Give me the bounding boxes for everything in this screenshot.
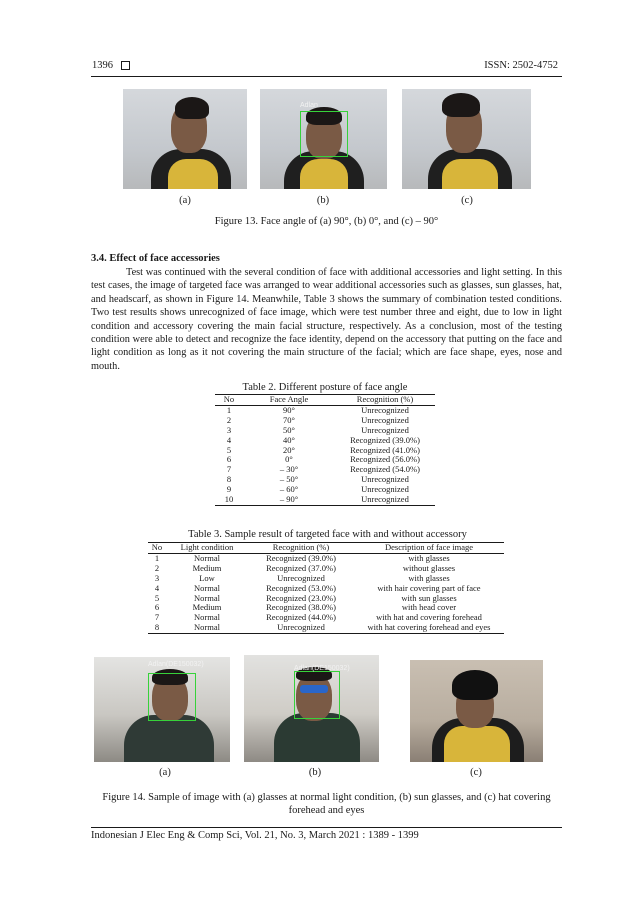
figure14-photo-a [94, 657, 230, 762]
table2 [215, 394, 435, 506]
table2-cell: 40° [283, 434, 295, 445]
table3-cell: Normal [166, 623, 248, 633]
figure14-caption-line2: forehead and eyes [288, 805, 365, 816]
table2-cell: Recognized (41.0%) [350, 444, 420, 455]
table2-header-cell: Face Angle [243, 395, 335, 406]
issn-label: ISSN: 2502-4752 [484, 60, 558, 71]
figure13-caption: Figure 13. Face angle of (a) 90°, (b) 0°, and (c) – 90° [214, 216, 439, 227]
table2-header-cell: Recognition (%) [335, 395, 435, 406]
table3-cell: Medium [192, 562, 222, 573]
table2-cell: Recognized (39.0%) [350, 434, 420, 445]
table2-cell: 8 [226, 474, 232, 485]
table3-cell: 4 [154, 582, 160, 593]
table2-cell: – 30° [279, 464, 299, 475]
table3-cell: Unrecognized [248, 623, 354, 633]
table2-cell: Unrecognized [361, 424, 409, 435]
table3-cell: with sun glasses [401, 592, 457, 603]
table2-cell: Unrecognized [361, 414, 409, 425]
table3-header-row [148, 543, 504, 554]
figure13-label-c: (c) [461, 195, 473, 206]
table2-header-row [215, 395, 435, 406]
table3-cell: 5 [154, 592, 160, 603]
table2-cell: Unrecognized [361, 474, 409, 485]
figure14-label-c: (c) [470, 767, 482, 778]
table3-cell: Low [199, 572, 215, 583]
table3-header-cell: Light condition [166, 543, 248, 554]
figure13-photo-a [123, 89, 247, 189]
table2-cell: 5 [226, 444, 232, 455]
table3-cell: Recognized (53.0%) [266, 582, 336, 593]
table2-cell: Unrecognized [335, 495, 435, 505]
figure14-caption-line1: Figure 14. Sample of image with (a) glasses at normal light condition, (b) sun glasses, and (c) hat covering [102, 792, 551, 803]
table3-cell: with hat and covering forehead [376, 612, 482, 623]
face-detection-box [294, 671, 340, 719]
table3-cell: 3 [154, 572, 160, 583]
table3-cell: 1 [154, 552, 160, 563]
table2-cell: 2 [226, 414, 232, 425]
table3-cell: Recognized (44.0%) [266, 612, 336, 623]
figure14-photo-b [244, 655, 379, 762]
table-row [215, 495, 435, 505]
table2-cell: 20° [283, 444, 295, 455]
table2-cell: Recognized (56.0%) [350, 454, 420, 465]
face-detection-box [148, 673, 196, 721]
square-bullet-icon [121, 61, 130, 70]
table3-cell: 2 [154, 562, 160, 573]
table3-header-cell: Recognition (%) [248, 543, 354, 554]
figure13-photo-b [260, 89, 387, 189]
table3-header-cell: Description of face image [354, 543, 504, 554]
table2-cell: 9 [226, 484, 232, 495]
figure13-photo-c [402, 89, 531, 189]
table3-cell: Unrecognized [277, 572, 325, 583]
table2-cell: 0° [285, 454, 293, 465]
table3-cell: with glasses [408, 552, 450, 563]
table2-cell: Recognized (54.0%) [350, 464, 420, 475]
table2-cell: – 50° [279, 474, 299, 485]
section-paragraph: Test was continued with the several condition of face with additional accessories and light setting. In this test cases, the image of targeted face was arranged to wear additional accessories such as glasses, sun glasses, hat, and headscarf, as shown in Figure 14. Meanwhile, Table 3 shows the summary of combination tested conditions. Two test results shows unrecognized of face image, which were test number three and eight, due to low in light condition and accessory covering the main facial structure, respectively. As a conclusion, most of the testing condition were able to detect and recognize the face identity, depend on the accessory that putting on the face and light condition as long as it not covering the main structure of the facial; which are face shape, eyes, nose and mouth. [91, 267, 562, 372]
table3-cell: without glasses [402, 562, 456, 573]
table2-cell: 7 [226, 464, 232, 475]
table3-cell: 6 [154, 602, 160, 613]
table2-cell: Unrecognized [361, 404, 409, 415]
figure14-label-b: (b) [308, 767, 322, 778]
footer-rule [91, 827, 562, 828]
figure13-label-b: (b) [316, 195, 330, 206]
table2-cell: 10 [215, 495, 243, 505]
table2-caption: Table 2. Different posture of face angle [242, 382, 408, 393]
running-header-left [92, 60, 130, 71]
page-number: 1396 [92, 60, 113, 71]
face-label: Adlan(DE150032) [294, 665, 350, 672]
figure14-photo-c [410, 660, 543, 762]
table3 [148, 542, 504, 634]
table3-cell: Normal [194, 612, 220, 623]
table2-cell: – 90° [243, 495, 335, 505]
table3-cell: Recognized (37.0%) [266, 562, 336, 573]
table3-cell: Recognized (38.0%) [266, 602, 336, 613]
table3-caption: Table 3. Sample result of targeted face with and without accessory [188, 529, 467, 540]
section-heading: 3.4. Effect of face accessories [91, 253, 220, 264]
figure13-label-a: (a) [179, 195, 191, 206]
table3-cell: with hat covering forehead and eyes [354, 623, 504, 633]
table3-cell: with glasses [408, 572, 450, 583]
footer-citation: Indonesian J Elec Eng & Comp Sci, Vol. 21, No. 3, March 2021 : 1389 - 1399 [91, 830, 419, 841]
table3-cell: Recognized (23.0%) [266, 592, 336, 603]
table2-cell: Unrecognized [361, 484, 409, 495]
table2-cell: 6 [226, 454, 232, 465]
face-detection-box [300, 111, 348, 157]
face-label: Adlan(DE150032) [148, 661, 204, 668]
table3-cell: 8 [148, 623, 166, 633]
table2-cell: 70° [283, 414, 295, 425]
table2-cell: 4 [226, 434, 232, 445]
table2-cell: 90° [283, 404, 295, 415]
table3-cell: Normal [194, 592, 220, 603]
table3-cell: Recognized (39.0%) [266, 552, 336, 563]
table3-cell: with head cover [401, 602, 457, 613]
figure14-label-a: (a) [159, 767, 171, 778]
face-label: Adlan [300, 102, 318, 109]
table-row [148, 623, 504, 633]
table2-cell: 1 [226, 404, 232, 415]
table3-cell: 7 [154, 612, 160, 623]
table3-cell: with hair covering part of face [377, 582, 481, 593]
table3-cell: Normal [194, 582, 220, 593]
table3-header-cell: No [148, 543, 166, 554]
table2-cell: 3 [226, 424, 232, 435]
header-rule [91, 76, 562, 77]
table2-cell: – 60° [279, 484, 299, 495]
table3-cell: Medium [192, 602, 222, 613]
table2-cell: 50° [283, 424, 295, 435]
table2-header-cell: No [215, 395, 243, 406]
table3-cell: Normal [194, 552, 220, 563]
